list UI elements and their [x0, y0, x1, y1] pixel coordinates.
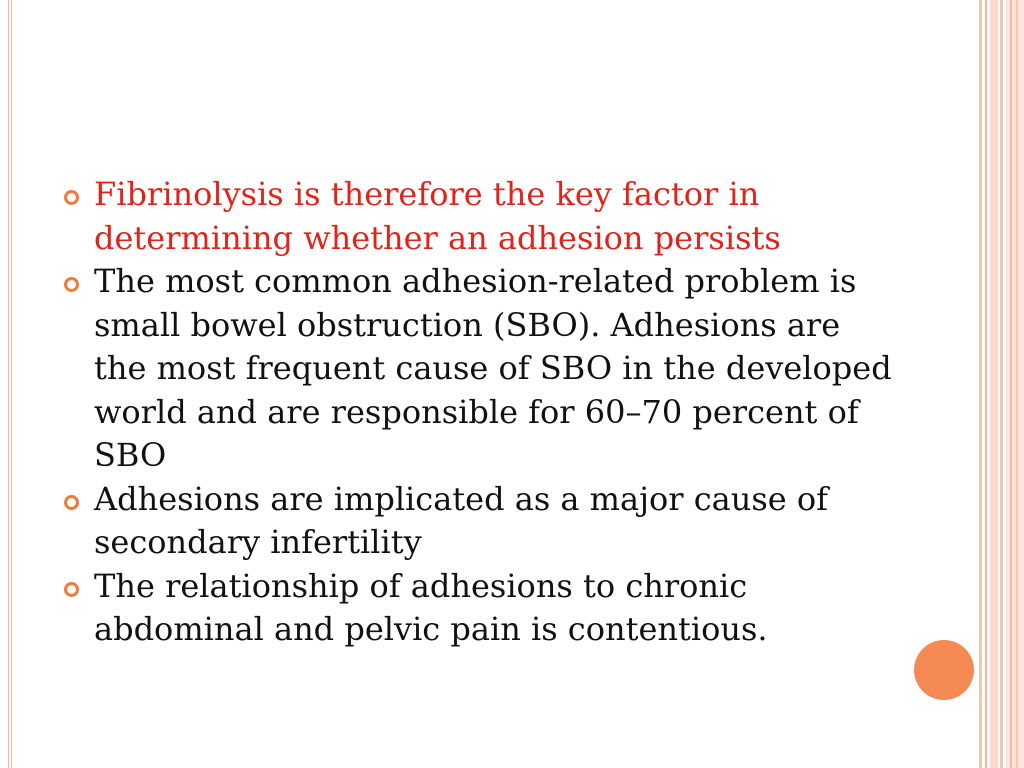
bullet-item — [64, 565, 894, 652]
left-border-decoration — [8, 0, 12, 768]
decorative-circle — [914, 640, 974, 700]
bullet-text: The relationship of adhesions to chronic abdominal and pelvic pain is contentious. — [94, 566, 768, 648]
right-border-stripe — [979, 0, 982, 768]
bullet-item — [64, 260, 894, 478]
bullet-item — [64, 173, 894, 260]
bullet-list — [64, 173, 894, 652]
right-border-stripe — [990, 0, 998, 768]
right-border-stripe — [1000, 0, 1003, 768]
right-border-stripe — [1010, 0, 1012, 768]
right-border-stripe — [985, 0, 987, 768]
circle-bullet-icon — [64, 582, 79, 597]
circle-bullet-icon — [64, 277, 79, 292]
bullet-item — [64, 478, 894, 565]
bullet-text: Fibrinolysis is therefore the key factor in determining whether an adhesion persists — [94, 175, 781, 257]
right-border-stripe — [1006, 0, 1024, 768]
right-border-stripe — [1016, 0, 1018, 768]
circle-bullet-icon — [64, 190, 79, 205]
bullet-text: Adhesions are implicated as a major cause of secondary infertility — [94, 479, 828, 561]
bullet-text: The most common adhesion-related problem is small bowel obstruction (SBO). Adhesions are the most frequent cause of SBO in the developed world and are responsible for 60–70 percent of SBO — [94, 262, 892, 474]
circle-bullet-icon — [64, 495, 79, 510]
